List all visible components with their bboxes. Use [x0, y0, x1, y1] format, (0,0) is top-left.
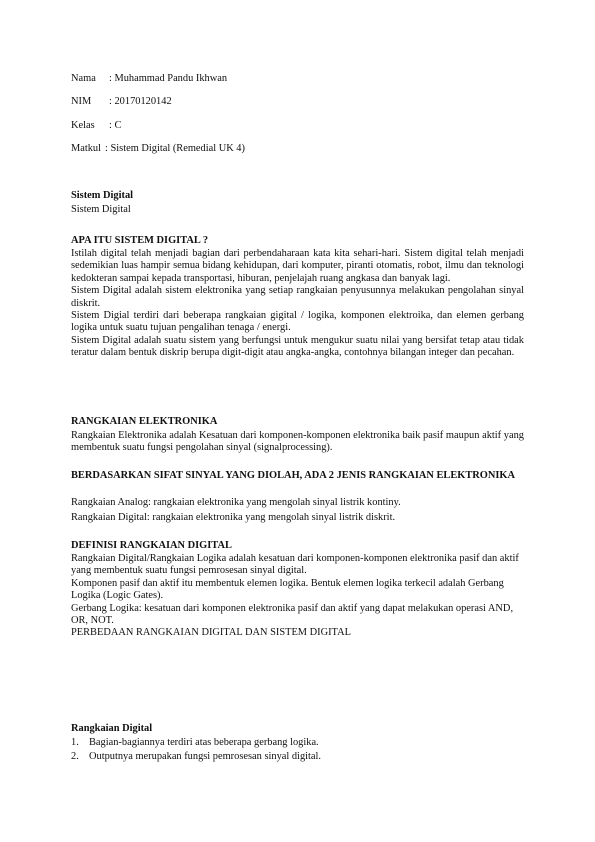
identity-matkul-row [71, 143, 245, 155]
paragraph: Komponen pasif dan aktif itu membentuk elemen logika. Bentuk elemen logika terkecil adalah Gerbang [71, 577, 504, 589]
document-title: Sistem Digital [71, 190, 134, 201]
paragraph: yang membentuk suatu fungsi pemrosesan sinyal digital. [71, 565, 307, 577]
list-item-text: Bagian-bagiannya terdiri atas beberapa gerbang logika. [89, 737, 319, 748]
identity-value: : Muhammad Pandu Ikhwan [109, 73, 228, 84]
paragraph: Rangkaian Digital: rangkaian elektronika yang mengolah sinyal listrik diskrit. [71, 512, 396, 524]
paragraph: Sistem Digital adalah suatu sistem yang berfungsi untuk mengukur suatu nilai yang bersifat tetap atau tidak teratur dalam bentuk diskrip berupa digit-digit atau angka-angka, contohnya bilangan integer dan pecahan. [71, 334, 524, 359]
section-definisi-body [71, 553, 524, 640]
paragraph: Istilah digital telah menjadi bagian dari perbendaharaan kata kita sehari-hari. Sistem digital telah menjadi sedemikian luas hampir semua bidang kehidupan, dari komputer, piranti otomatis, robot, ilmu dan teknologi kedokteran sampai kepada transportasi, hiburan, penjelajah ruang angkasa dan banyak lagi. [71, 248, 524, 284]
identity-value: : Sistem Digital (Remedial UK 4) [105, 143, 245, 154]
paragraph: OR, NOT. [71, 615, 114, 627]
paragraph: Rangkaian Analog: rangkaian elektronika yang mengolah sinyal listrik kontiny. [71, 497, 401, 508]
list-item [71, 751, 524, 763]
identity-label: Matkul [71, 143, 102, 154]
paragraph: Rangkaian Digital/Rangkaian Logika adalah kesatuan dari komponen-komponen elektronika pasif dan aktif [71, 553, 519, 564]
section-heading-apa-itu: APA ITU SISTEM DIGITAL ? [71, 235, 209, 246]
section-heading-definisi: DEFINISI RANGKAIAN DIGITAL [71, 540, 232, 551]
section-apa-itu-body [71, 248, 524, 360]
list-number: 2. [71, 751, 79, 763]
identity-kelas-row [71, 120, 121, 132]
identity-label: NIM [71, 96, 92, 107]
section-heading-rangkaian-elektronika: RANGKAIAN ELEKTRONIKA [71, 416, 218, 427]
document-subtitle: Sistem Digital [71, 204, 131, 215]
paragraph: Rangkaian Elektronika adalah Kesatuan dari komponen-komponen elektronika baik pasif maupun aktif yang membentuk suatu fungsi pengolahan sinyal (signalprocessing). [71, 430, 524, 454]
list-number: 1. [71, 737, 79, 748]
numbered-list [71, 737, 524, 764]
list-item-text: Outputnya merupakan fungsi pemrosesan sinyal digital. [89, 751, 322, 763]
identity-value: : C [109, 120, 122, 131]
paragraph: Sistem Digital adalah sistem elektronika yang setiap rangkaian penyusunnya melakukan pengolahan sinyal diskrit. [71, 285, 524, 309]
section-heading-jenis-rangkaian: BERDASARKAN SIFAT SINYAL YANG DIOLAH, ADA 2 JENIS RANGKAIAN ELEKTRONIKA [71, 470, 515, 481]
identity-label: Kelas [71, 120, 95, 131]
identity-nim-row [71, 96, 172, 108]
paragraph: Sistem Digial terdiri dari beberapa rangkaian gigital / logika, komponen elektroika, dan elemen gerbang logika untuk suatu tujuan pengalihan tenaga / energi. [71, 310, 524, 334]
section-jenis-body [71, 497, 524, 525]
paragraph: Gerbang Logika: kesatuan dari komponen elektronika pasif dan aktif yang dapat melakukan operasi AND, [71, 602, 514, 614]
paragraph: PERBEDAAN RANGKAIAN DIGITAL DAN SISTEM DIGITAL [71, 627, 351, 639]
identity-name-row [71, 73, 227, 85]
paragraph: Logika (Logic Gates). [71, 590, 164, 602]
section-heading-rangkaian-digital: Rangkaian Digital [71, 723, 153, 734]
list-item [71, 737, 524, 749]
identity-value: : 20170120142 [109, 96, 172, 107]
identity-label: Nama [71, 73, 96, 84]
